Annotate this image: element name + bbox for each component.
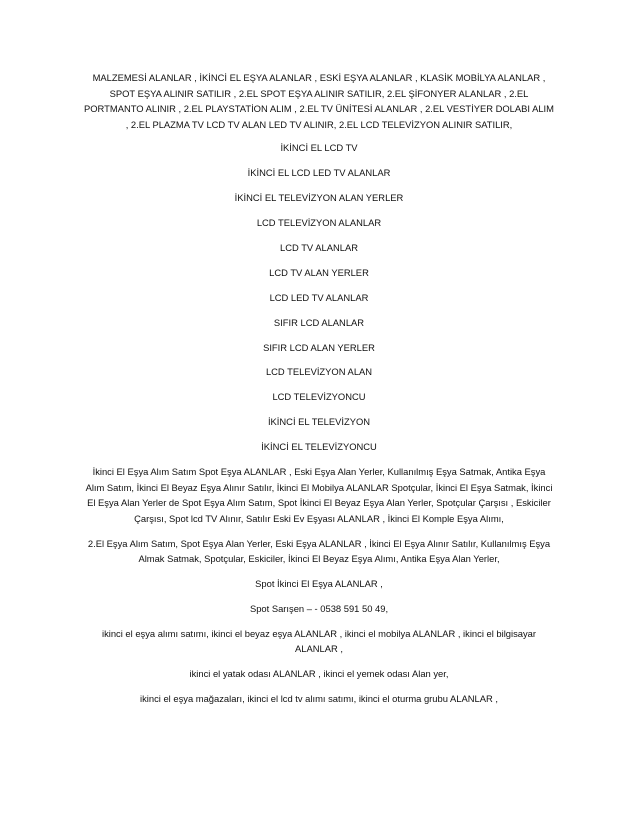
keyword-line: LCD TELEVİZYON ALAN	[265, 366, 373, 378]
keyword-line: İKİNCİ EL TELEVİZYON	[267, 416, 371, 428]
keyword-line: İKİNCİ EL LCD LED TV ALANLAR	[247, 167, 391, 179]
keyword-line: SIFIR LCD ALANLAR	[273, 316, 365, 328]
phone-line: Spot Sarışen – - 0538 591 50 49,	[249, 603, 389, 614]
keyword-line: LCD TELEVİZYON ALANLAR	[256, 217, 382, 229]
keyword-line: LCD TV ALAN YERLER	[269, 266, 369, 278]
keyword-line: LCD LED TV ALANLAR	[269, 291, 369, 303]
keyword-line: LCD TV ALANLAR	[280, 241, 358, 253]
body-paragraph: ikinci el eşya mağazaları, ikinci el lcd tv alımı satımı, ikinci el oturma grubu ALANLAR ,	[140, 693, 498, 705]
spot-line: Spot İkinci El Eşya ALANLAR ,	[255, 578, 383, 590]
body-paragraph: ikinci el eşya alımı satımı, ikinci el beyaz eşya ALANLAR , ikinci el mobilya ALANLAR , ikinci el bilgisayar ALANLAR ,	[101, 627, 537, 655]
document-page	[84, 70, 554, 716]
keyword-line: SIFIR LCD ALAN YERLER	[263, 341, 375, 353]
body-paragraph: 2.El Eşya Alım Satım, Spot Eşya Alan Yerler, Eski Eşya ALANLAR , İkinci El Eşya Alınır Satılır, Kullanılmış Eşya Almak Satmak, Spotçular, Eskiciler, İkinci El Beyaz Eşya Alımı, Antika Eşya Alan Yerler,	[87, 537, 551, 565]
keyword-line: İKİNCİ EL LCD TV	[280, 142, 358, 154]
keyword-line: İKİNCİ EL TELEVİZYONCU	[261, 441, 377, 453]
intro-paragraph: MALZEMESİ ALANLAR , İKİNCİ EL EŞYA ALANLAR , ESKİ EŞYA ALANLAR , KLASİK MOBİLYA ALANLAR , SPOT EŞYA ALINIR SATILIR , 2.EL SPOT EŞYA ALINIR SATILIR, 2.EL ŞİFONYER ALANLAR , 2.EL PORTMANTO ALINIR , 2.EL PLAYSTATİON ALIM , 2.EL TV ÜNİTESİ ALANLAR , 2.EL VESTİYER DOLABI ALIM , 2.EL PLAZMA TV LCD TV ALAN LED TV ALINIR, 2.EL LCD TELEVİZYON ALINIR SATILIR,	[84, 72, 554, 130]
body-paragraph: İkinci El Eşya Alım Satım Spot Eşya ALANLAR , Eski Eşya Alan Yerler, Kullanılmış Eşya Satmak, Antika Eşya Alım Satım, İkinci El Beyaz Eşya Alınır Satılır, İkinci El Mobilya ALANLAR Spotçular, İkinci El Eşya Satmak, İkinci El Eşya Alan Yerler de Spot Eşya Alım Satım, Spot İkinci El Beyaz Eşya Alan Yerler, Spotçular Çarşısı , Eskiciler Çarşısı, Spot lcd TV Alınır, Satılır Eski Ev Eşyası ALANLAR , İkinci El Komple Eşya Alımı,	[85, 465, 553, 524]
keyword-line: İKİNCİ EL TELEVİZYON ALAN YERLER	[234, 192, 404, 204]
body-paragraph: ikinci el yatak odası ALANLAR , ikinci el yemek odası Alan yer,	[189, 668, 449, 680]
keyword-line: LCD TELEVİZYONCU	[272, 391, 366, 403]
